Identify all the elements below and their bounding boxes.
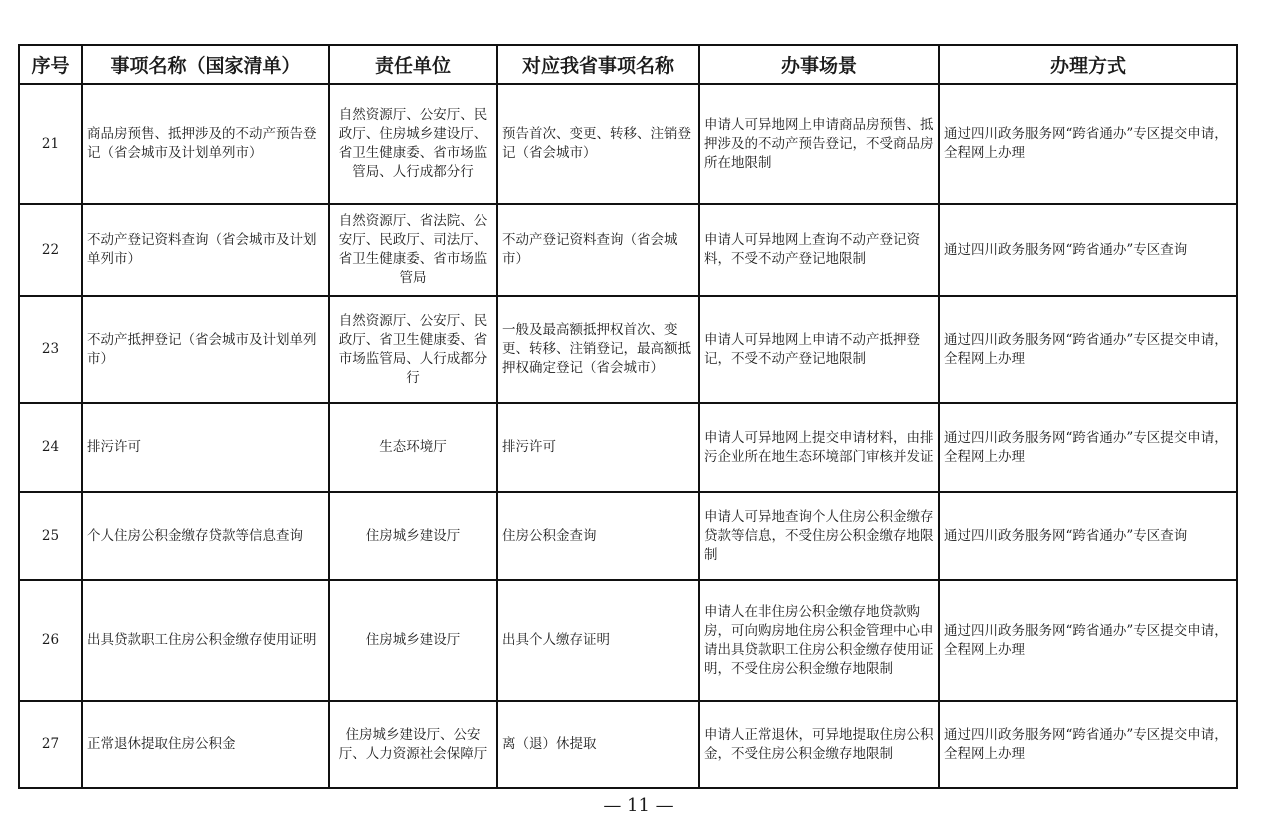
table-row — [19, 204, 1237, 296]
cell-scene: 申请人可异地网上查询不动产登记资料，不受不动产登记地限制 — [699, 204, 939, 296]
cell-prov: 出具个人缴存证明 — [497, 580, 699, 701]
cell-seq: 26 — [19, 580, 82, 701]
cell-method: 通过四川政务服务网“跨省通办”专区查询 — [939, 204, 1237, 296]
matters-table — [18, 44, 1238, 789]
cell-scene: 申请人可异地网上申请商品房预售、抵押涉及的不动产预告登记，不受商品房所在地限制 — [699, 84, 939, 204]
header-prov: 对应我省事项名称 — [497, 45, 699, 84]
table-row — [19, 701, 1237, 788]
table-row — [19, 84, 1237, 204]
table-row — [19, 492, 1237, 580]
cell-name: 商品房预售、抵押涉及的不动产预告登记（省会城市及计划单列市） — [82, 84, 329, 204]
cell-method: 通过四川政务服务网“跨省通办”专区提交申请，全程网上办理 — [939, 84, 1237, 204]
cell-method: 通过四川政务服务网“跨省通办”专区提交申请，全程网上办理 — [939, 403, 1237, 492]
cell-scene: 申请人在非住房公积金缴存地贷款购房，可向购房地住房公积金管理中心申请出具贷款职工住房公积金缴存使用证明，不受住房公积金缴存地限制 — [699, 580, 939, 701]
cell-prov: 离（退）休提取 — [497, 701, 699, 788]
cell-seq: 27 — [19, 701, 82, 788]
cell-seq: 22 — [19, 204, 82, 296]
cell-name: 不动产抵押登记（省会城市及计划单列市） — [82, 296, 329, 403]
header-dept: 责任单位 — [329, 45, 497, 84]
cell-dept: 生态环境厅 — [329, 403, 497, 492]
page-number: — 11 — — [603, 795, 674, 816]
cell-prov: 住房公积金查询 — [497, 492, 699, 580]
cell-dept: 自然资源厅、公安厅、民政厅、住房城乡建设厅、省卫生健康委、省市场监管局、人行成都分行 — [329, 84, 497, 204]
table-row — [19, 403, 1237, 492]
cell-scene: 申请人可异地网上申请不动产抵押登记，不受不动产登记地限制 — [699, 296, 939, 403]
cell-name: 个人住房公积金缴存贷款等信息查询 — [82, 492, 329, 580]
cell-name: 不动产登记资料查询（省会城市及计划单列市） — [82, 204, 329, 296]
table-row — [19, 580, 1237, 701]
cell-seq: 21 — [19, 84, 82, 204]
cell-name: 出具贷款职工住房公积金缴存使用证明 — [82, 580, 329, 701]
cell-dept: 自然资源厅、省法院、公安厅、民政厅、司法厅、省卫生健康委、省市场监管局 — [329, 204, 497, 296]
cell-scene: 申请人可异地网上提交申请材料，由排污企业所在地生态环境部门审核并发证 — [699, 403, 939, 492]
cell-dept: 住房城乡建设厅、公安厅、人力资源社会保障厅 — [329, 701, 497, 788]
cell-prov: 一般及最高额抵押权首次、变更、转移、注销登记，最高额抵押权确定登记（省会城市） — [497, 296, 699, 403]
cell-name: 排污许可 — [82, 403, 329, 492]
header-scene: 办事场景 — [699, 45, 939, 84]
cell-seq: 25 — [19, 492, 82, 580]
cell-prov: 不动产登记资料查询（省会城市） — [497, 204, 699, 296]
cell-dept: 住房城乡建设厅 — [329, 492, 497, 580]
cell-name: 正常退休提取住房公积金 — [82, 701, 329, 788]
cell-method: 通过四川政务服务网“跨省通办”专区提交申请，全程网上办理 — [939, 296, 1237, 403]
cell-seq: 23 — [19, 296, 82, 403]
table-row — [19, 296, 1237, 403]
header-seq: 序号 — [19, 45, 82, 84]
cell-method: 通过四川政务服务网“跨省通办”专区查询 — [939, 492, 1237, 580]
cell-scene: 申请人正常退休，可异地提取住房公积金，不受住房公积金缴存地限制 — [699, 701, 939, 788]
cell-dept: 自然资源厅、公安厅、民政厅、省卫生健康委、省市场监管局、人行成都分行 — [329, 296, 497, 403]
cell-prov: 排污许可 — [497, 403, 699, 492]
cell-dept: 住房城乡建设厅 — [329, 580, 497, 701]
cell-method: 通过四川政务服务网“跨省通办”专区提交申请，全程网上办理 — [939, 701, 1237, 788]
cell-method: 通过四川政务服务网“跨省通办”专区提交申请，全程网上办理 — [939, 580, 1237, 701]
header-row — [19, 45, 1237, 84]
cell-scene: 申请人可异地查询个人住房公积金缴存贷款等信息，不受住房公积金缴存地限制 — [699, 492, 939, 580]
header-name: 事项名称（国家清单） — [82, 45, 329, 84]
cell-prov: 预告首次、变更、转移、注销登记（省会城市） — [497, 84, 699, 204]
header-method: 办理方式 — [939, 45, 1237, 84]
cell-seq: 24 — [19, 403, 82, 492]
